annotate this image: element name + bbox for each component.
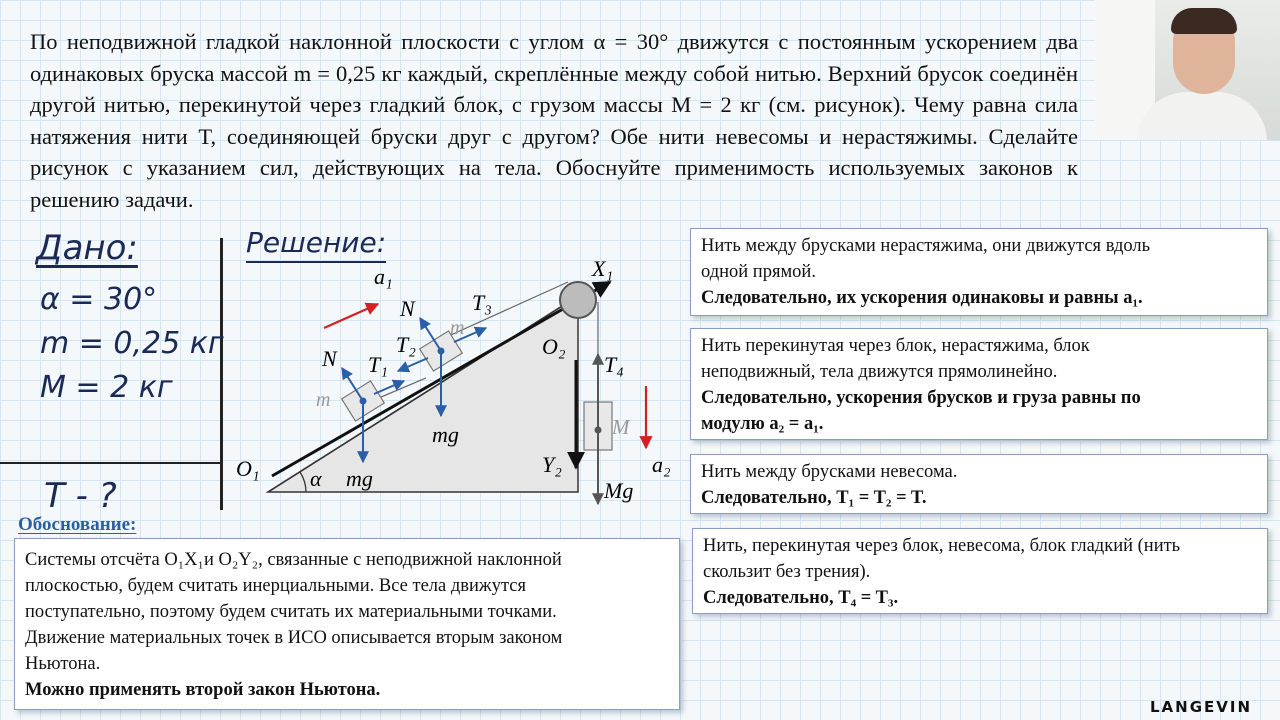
note-2-line: Нить перекинутая через блок, нерастяжима, блок	[701, 336, 1090, 356]
given-alpha: α = 30°	[40, 282, 158, 317]
label-mg-load: Mg	[604, 478, 634, 503]
given-mass-large: M = 2 кг	[40, 370, 173, 405]
vector-t2	[398, 358, 428, 371]
note-4-line: скользит без трения).	[703, 562, 871, 582]
problem-statement: По неподвижной гладкой наклонной плоскости с углом α = 30° движутся с постоянным ускорением два одинаковых бруска массой m = 0,25 кг каждый, скреплённые между собой нитью. Верхний брусок соединён другой нитью, перекинутой через гладкий блок, с грузом массы M = 2 кг (см. рисунок). Чему равна сила натяжения нити T, соединяющей бруски друг с другом? Обе нити невесомы и нерастяжимы. Сделайте рисунок с указанием сил, действующих на тела. Обоснуйте применимость используемых законов к решению задачи.	[30, 29, 1078, 212]
basis-box	[14, 538, 680, 710]
label-a1: a₁	[374, 264, 393, 289]
given-mass-small: m = 0,25 кг	[40, 326, 224, 361]
physics-diagram	[228, 240, 688, 530]
basis-line: плоскостью, будем считать инерциальными. Все тела движутся	[25, 576, 526, 596]
presenter-webcam	[1095, 0, 1280, 140]
note-2-conclusion: Следовательно, ускорения брусков и груза равны по	[701, 388, 1141, 408]
basis-line: Движение материальных точек в ИСО описывается вторым законом	[25, 628, 563, 648]
point-load	[595, 427, 602, 434]
label-m-left: m	[316, 389, 331, 411]
vector-a1	[324, 304, 378, 328]
vector-t1	[374, 381, 404, 394]
note-1-line: одной прямой.	[701, 262, 816, 282]
label-t2: T₂	[396, 332, 416, 357]
label-alpha: α	[310, 466, 322, 491]
note-3-line: Нить между брусками невесома.	[701, 462, 958, 482]
note-1-conclusion: Следовательно, их ускорения одинаковы и равны a₁.	[701, 288, 1143, 308]
basis-line: поступательно, поэтому будем считать их материальными точками.	[25, 602, 557, 622]
given-divider-horizontal	[0, 462, 221, 464]
point-right	[438, 348, 445, 355]
label-n-left: N	[322, 346, 337, 371]
presenter-shirt	[1137, 92, 1267, 140]
basis-title: Обоснование:	[18, 514, 137, 535]
note-box-3	[690, 454, 1268, 514]
note-box-1	[690, 228, 1268, 316]
note-3-conclusion: Следовательно, T₁ = T₂ = T.	[701, 488, 927, 508]
note-1-line: Нить между брусками нерастяжима, они движутся вдоль	[701, 236, 1151, 256]
presenter-hair	[1171, 8, 1237, 34]
label-t4: T₄	[604, 352, 624, 377]
label-a2: a₂	[652, 452, 671, 477]
basis-line: Системы отсчёта O₁X₁и O₂Y₂, связанные с неподвижной наклонной	[25, 550, 562, 570]
solution-title: Решение:	[246, 226, 386, 263]
note-4-conclusion: Следовательно, T₄ = T₃.	[703, 588, 899, 608]
label-o2: O₂	[542, 334, 566, 359]
basis-conclusion: Можно применять второй закон Ньютона.	[25, 680, 381, 700]
basis-line: Ньютона.	[25, 654, 101, 674]
note-box-2	[690, 328, 1268, 440]
given-divider-vertical	[220, 238, 223, 510]
label-m-right: m	[450, 317, 465, 339]
label-y2: Y₂	[542, 452, 562, 477]
label-o1: O₁	[236, 456, 260, 481]
label-m-load: M	[612, 415, 630, 439]
label-x1: X₁	[592, 256, 614, 281]
label-mg-right: mg	[432, 422, 459, 447]
note-2-conclusion: модулю a₂ = a₁.	[701, 414, 824, 434]
point-left	[360, 398, 367, 405]
pulley	[560, 282, 596, 318]
label-t1: T₁	[368, 352, 388, 377]
note-2-line: неподвижный, тела движутся прямолинейно.	[701, 362, 1058, 382]
given-title: Дано:	[36, 228, 138, 268]
label-n-right: N	[400, 296, 415, 321]
label-t3: T₃	[472, 290, 492, 315]
note-4-line: Нить, перекинутая через блок, невесома, блок гладкий (нить	[703, 536, 1181, 556]
label-mg-left: mg	[346, 466, 373, 491]
given-find: T - ?	[44, 476, 117, 516]
note-box-4	[692, 528, 1268, 614]
brand-logo: LANGEVIN	[1150, 698, 1253, 716]
